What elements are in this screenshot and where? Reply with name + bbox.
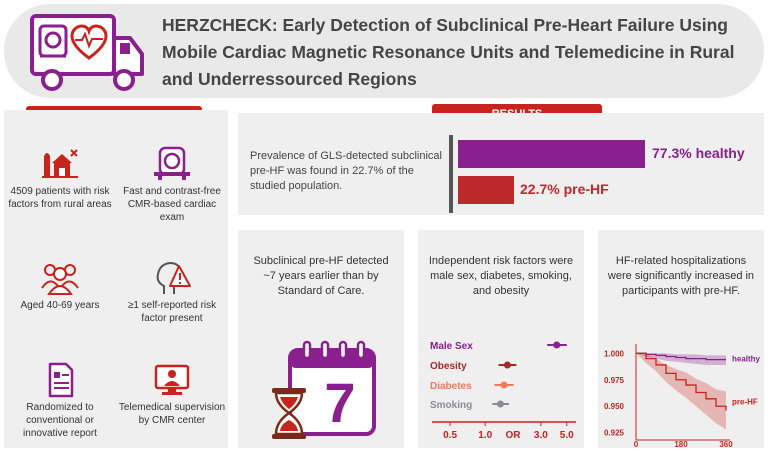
risk-factor-head-icon [152,260,192,296]
mobile-mri-truck-icon [26,12,146,94]
divider-line [449,135,453,213]
page-title: HERZCHECK: Early Detection of Subclinical Pre-Heart Failure Using Mobile Cardiac Magnetic Resonance Units and Telemedicine in Rural and Underressourced Regions [162,15,735,89]
bar-healthy [458,140,645,168]
forest-point [501,382,508,389]
km-y-tick-label: 0.950 [603,402,624,412]
forest-tick-label: 3.0 [533,430,548,441]
feature-risk-factor: ≥1 self-reported risk factor present [116,260,228,325]
forest-point [553,342,560,349]
forest-row-label: Diabetes [430,381,472,392]
telemedicine-monitor-icon [152,362,192,398]
km-y-tick-label: 0.975 [603,375,624,385]
early-detection-card [238,230,404,448]
kaplan-meier-chart [598,330,764,448]
forest-row-label: Obesity [430,361,467,372]
forest-row-label: Smoking [430,400,473,411]
feature-randomized: Randomized to conventional or innovative report [4,362,116,440]
rural-farm-icon [40,146,80,182]
forest-tick-label: 5.0 [559,430,574,441]
forest-point [504,362,511,369]
bar-pre-hf [458,176,514,204]
km-series-label: pre-HF [732,397,758,407]
forest-tick-label: 0.5 [443,430,458,441]
trial-design-panel [4,110,228,448]
bar-pre-hf-label: 22.7% pre-HF [520,181,609,197]
feature-rural-patients: 4509 patients with risk factors from rural areas [4,146,116,211]
km-x-tick-label: 360 [719,440,733,448]
calendar-number: 7 [324,371,356,434]
forest-tick-label: 1.0 [478,430,493,441]
km-y-tick-label: 0.925 [603,428,624,438]
km-series-label: healthy [732,354,761,364]
risk-factors-card [418,230,584,448]
report-document-icon [40,362,80,398]
km-x-tick-label: 0 [633,440,639,448]
feature-cmr-exam: Fast and contrast-free CMR-based cardiac exam [116,146,228,224]
hospitalizations-card [598,230,764,448]
forest-row-label: Male Sex [430,341,473,352]
risk-factors-text: Independent risk factors were male sex, diabetes, smoking, and obesity [428,255,574,297]
prevalence-text: Prevalence of GLS-detected subclinical pre-HF was found in 22.7% of the studied population. [250,150,442,192]
bar-healthy-label: 77.3% healthy [652,145,745,161]
forest-x-label: OR [505,430,521,441]
mri-scanner-icon [152,146,192,182]
header-banner [4,4,764,98]
forest-plot [418,320,584,448]
feature-telemedical: Telemedical supervision by CMR center [116,362,228,427]
km-y-tick-label: 1.000 [603,349,624,359]
people-group-icon [40,260,80,296]
early-detection-text: Subclinical pre-HF detected ~7 years earlier than by Standard of Care. [253,255,389,297]
km-x-tick-label: 180 [674,440,688,448]
calendar-hourglass-icon [270,340,380,442]
feature-age: Aged 40-69 years [4,260,116,312]
hospitalizations-text: HF-related hospitalizations were significantly increased in participants with pre-HF. [607,255,755,297]
forest-point [497,401,504,408]
prevalence-panel [238,113,764,215]
